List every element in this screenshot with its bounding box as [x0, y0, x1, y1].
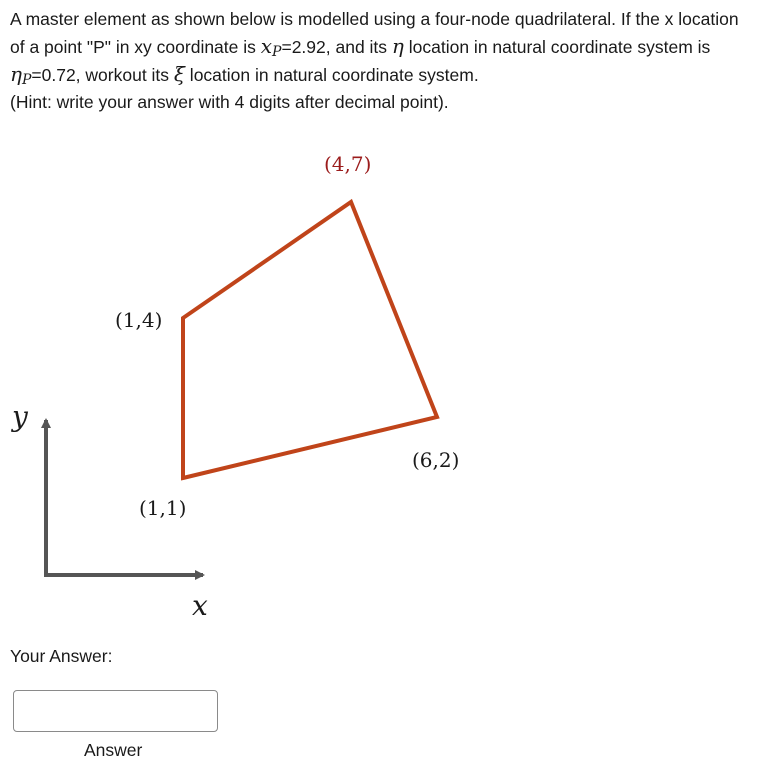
answer-caption: Answer [84, 740, 143, 760]
etap-var: η [10, 62, 22, 86]
xi-symbol: ξ [173, 62, 185, 86]
question-part-4: =0.72, workout its [31, 65, 174, 85]
your-answer-label: Your Answer: [10, 646, 113, 666]
answer-input[interactable] [13, 690, 218, 732]
node-label-1-1: (1,1) [139, 496, 187, 520]
xp-var: x [260, 34, 273, 58]
node-label-1-4: (1,4) [115, 308, 163, 332]
xp-sub: P [272, 44, 282, 60]
question-part-5: location in natural coordinate system. [184, 65, 479, 85]
y-axis-label: y [12, 400, 28, 433]
node-label-4-7: (4,7) [324, 152, 372, 176]
eta-symbol: η [391, 34, 404, 58]
question-hint: (Hint: write your answer with 4 digits after decimal point). [10, 92, 449, 112]
question-part-2: =2.92, and its [281, 37, 392, 57]
xp-symbol [261, 34, 282, 58]
quadrilateral-element [183, 202, 437, 478]
etap-symbol [10, 62, 31, 86]
question-text [10, 6, 750, 116]
question-part-3: location in natural coordinate system is [403, 37, 711, 57]
question-part-1: A master element as shown below is modelled using a four-node quadrilateral. If the x location of a point "P" in xy coordinate is [10, 9, 739, 57]
x-axis-label: x [192, 589, 208, 622]
node-label-6-2: (6,2) [412, 448, 460, 472]
etap-sub: P [21, 72, 32, 88]
